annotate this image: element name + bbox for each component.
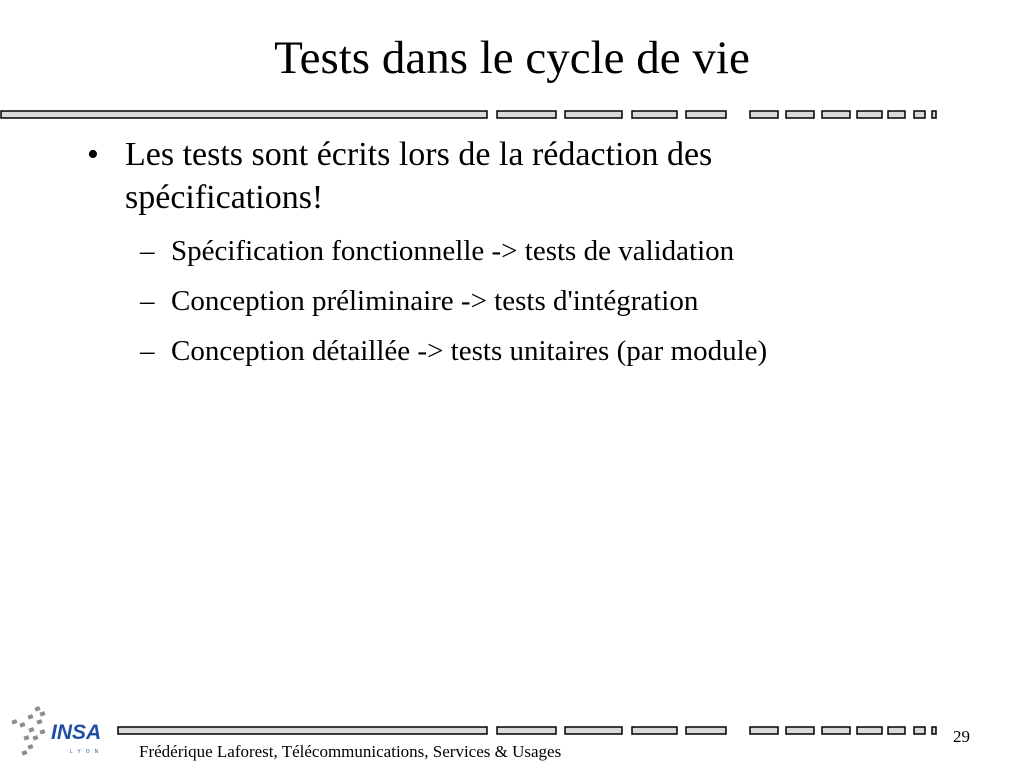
page-number: 29 [953,727,970,746]
sub-item-marker: – [140,235,155,267]
logo-subtext: LYON [70,749,104,755]
logo-wordmark: INSA [51,721,102,744]
sub-item-text: Conception détaillée -> tests unitaires (par module) [171,335,768,367]
bullet-marker: • [87,136,99,173]
footer-text: Frédérique Laforest, Télécommunications, Services & Usages [139,742,562,761]
sub-item-marker: – [140,285,155,317]
sub-item-text: Conception préliminaire -> tests d'intégration [171,285,699,317]
sub-item-text: Spécification fonctionnelle -> tests de validation [171,235,735,267]
top-divider [0,109,1024,121]
slide-title: Tests dans le cycle de vie [274,32,750,84]
bottom-divider [0,725,1024,737]
bullet-text: Les tests sont écrits lors de la rédaction des spécifications! [125,136,713,216]
sub-item-marker: – [140,335,155,367]
